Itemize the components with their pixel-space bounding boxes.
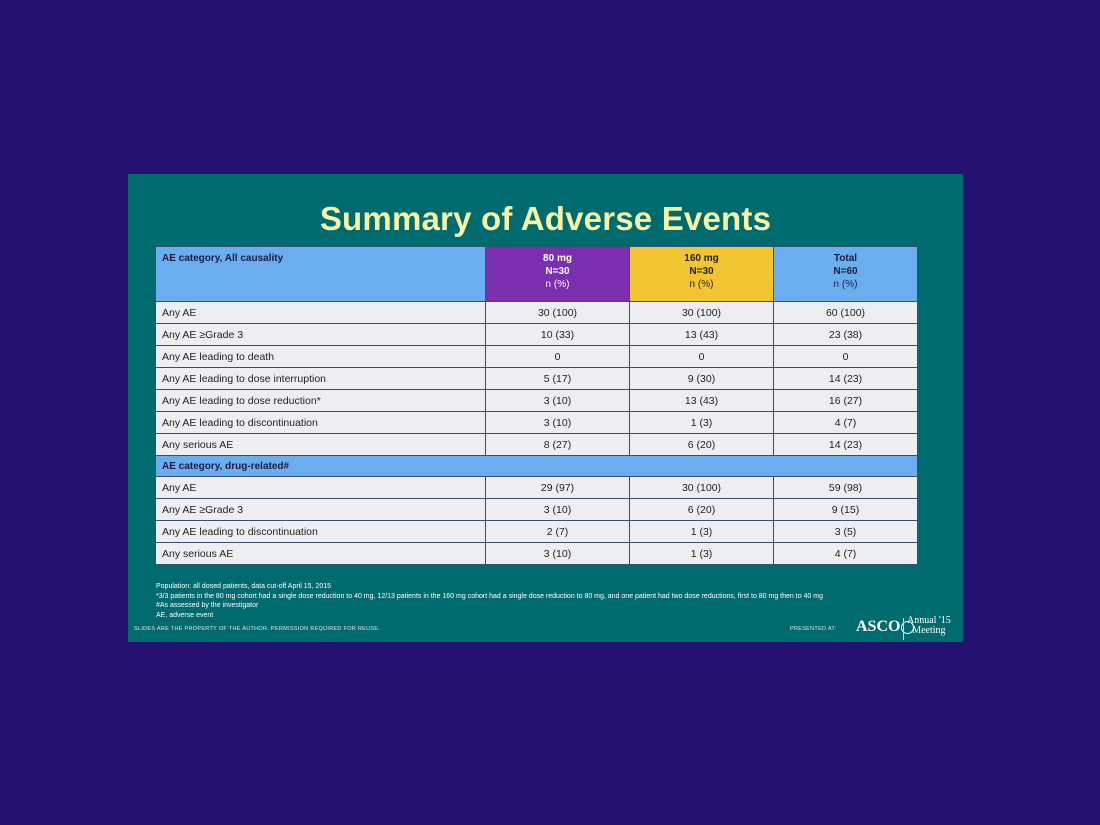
row-value: 0	[774, 346, 918, 368]
row-label: Any AE ≥Grade 3	[156, 324, 486, 346]
footnotes	[156, 582, 956, 620]
row-label: Any AE leading to death	[156, 346, 486, 368]
footnote-investigator: #As assessed by the investigator	[156, 602, 259, 609]
row-value: 3 (10)	[486, 412, 630, 434]
table-row	[156, 324, 918, 346]
row-label: Any AE leading to discontinuation	[156, 521, 486, 543]
row-value: 3 (5)	[774, 521, 918, 543]
table-row	[156, 346, 918, 368]
row-value: 0	[630, 346, 774, 368]
annual-meeting-line2: Meeting	[912, 625, 946, 636]
presented-at: PRESENTED AT:	[790, 626, 837, 632]
row-value: 9 (15)	[774, 499, 918, 521]
row-value: 13 (43)	[630, 324, 774, 346]
row-value: 0	[486, 346, 630, 368]
header-80mg-unit: n (%)	[545, 279, 570, 290]
row-value: 2 (7)	[486, 521, 630, 543]
row-value: 4 (7)	[774, 412, 918, 434]
row-label: Any AE	[156, 302, 486, 324]
row-value: 29 (97)	[486, 477, 630, 499]
row-value: 30 (100)	[630, 477, 774, 499]
row-value: 1 (3)	[630, 543, 774, 565]
footnote-abbreviation: AE, adverse event	[156, 611, 214, 619]
row-value: 60 (100)	[774, 302, 918, 324]
header-total	[774, 247, 918, 302]
row-value: 16 (27)	[774, 390, 918, 412]
header-160mg-dose: 160 mg	[684, 253, 719, 264]
row-value: 59 (98)	[774, 477, 918, 499]
asco-logo-text: ASCO	[856, 618, 901, 635]
adverse-events-table	[155, 246, 918, 565]
slide	[128, 174, 963, 642]
table-row	[156, 499, 918, 521]
section-row-drug-related	[156, 456, 918, 477]
asco-logo	[856, 618, 914, 636]
row-value: 3 (10)	[486, 543, 630, 565]
header-160mg-unit: n (%)	[689, 279, 714, 290]
table-row	[156, 543, 918, 565]
row-value: 4 (7)	[774, 543, 918, 565]
property-notice: SLIDES ARE THE PROPERTY OF THE AUTHOR. PERMISSION REQUIRED FOR REUSE.	[134, 626, 381, 632]
table-row	[156, 368, 918, 390]
header-160mg	[630, 247, 774, 302]
row-label: Any AE leading to dose reduction*	[156, 390, 486, 412]
row-value: 9 (30)	[630, 368, 774, 390]
row-label: Any AE	[156, 477, 486, 499]
header-total-n: N=60	[833, 266, 858, 277]
row-value: 14 (23)	[774, 434, 918, 456]
row-label: Any AE leading to dose interruption	[156, 368, 486, 390]
header-80mg	[486, 247, 630, 302]
footnote-dose-reduction: *3/3 patients in the 80 mg cohort had a single dose reduction to 40 mg, 12/13 patients in the 160 mg cohort had a single dose reduction to 80 mg, and one patient had two dose reductions, first to 80 mg then to 40 mg	[156, 592, 823, 600]
logo-divider	[903, 618, 904, 640]
row-value: 30 (100)	[486, 302, 630, 324]
table-row	[156, 412, 918, 434]
row-value: 6 (20)	[630, 434, 774, 456]
table-header-row	[156, 247, 918, 302]
row-value: 8 (27)	[486, 434, 630, 456]
section-label: AE category, drug-related#	[156, 456, 918, 477]
row-value: 3 (10)	[486, 390, 630, 412]
row-value: 10 (33)	[486, 324, 630, 346]
header-total-unit: n (%)	[833, 279, 858, 290]
row-label: Any AE ≥Grade 3	[156, 499, 486, 521]
table-row	[156, 434, 918, 456]
header-total-label: Total	[833, 253, 858, 264]
header-category: AE category, All causality	[156, 247, 486, 302]
row-value: 23 (38)	[774, 324, 918, 346]
row-label: Any serious AE	[156, 543, 486, 565]
row-value: 14 (23)	[774, 368, 918, 390]
annual-meeting-line1: Annual '15	[907, 615, 951, 626]
row-label: Any serious AE	[156, 434, 486, 456]
row-value: 13 (43)	[630, 390, 774, 412]
row-value: 30 (100)	[630, 302, 774, 324]
header-80mg-dose: 80 mg	[543, 253, 572, 264]
row-label: Any AE leading to discontinuation	[156, 412, 486, 434]
header-160mg-n: N=30	[689, 266, 714, 277]
row-value: 1 (3)	[630, 521, 774, 543]
table-row	[156, 521, 918, 543]
footnote-population: Population: all dosed patients, data cut-off April 15, 2015	[156, 583, 331, 590]
header-80mg-n: N=30	[545, 266, 570, 277]
row-value: 3 (10)	[486, 499, 630, 521]
table-row	[156, 477, 918, 499]
table-row	[156, 390, 918, 412]
row-value: 1 (3)	[630, 412, 774, 434]
table-row	[156, 302, 918, 324]
annual-meeting-logo	[907, 616, 951, 636]
slide-title: Summary of Adverse Events	[319, 200, 772, 237]
row-value: 6 (20)	[630, 499, 774, 521]
row-value: 5 (17)	[486, 368, 630, 390]
